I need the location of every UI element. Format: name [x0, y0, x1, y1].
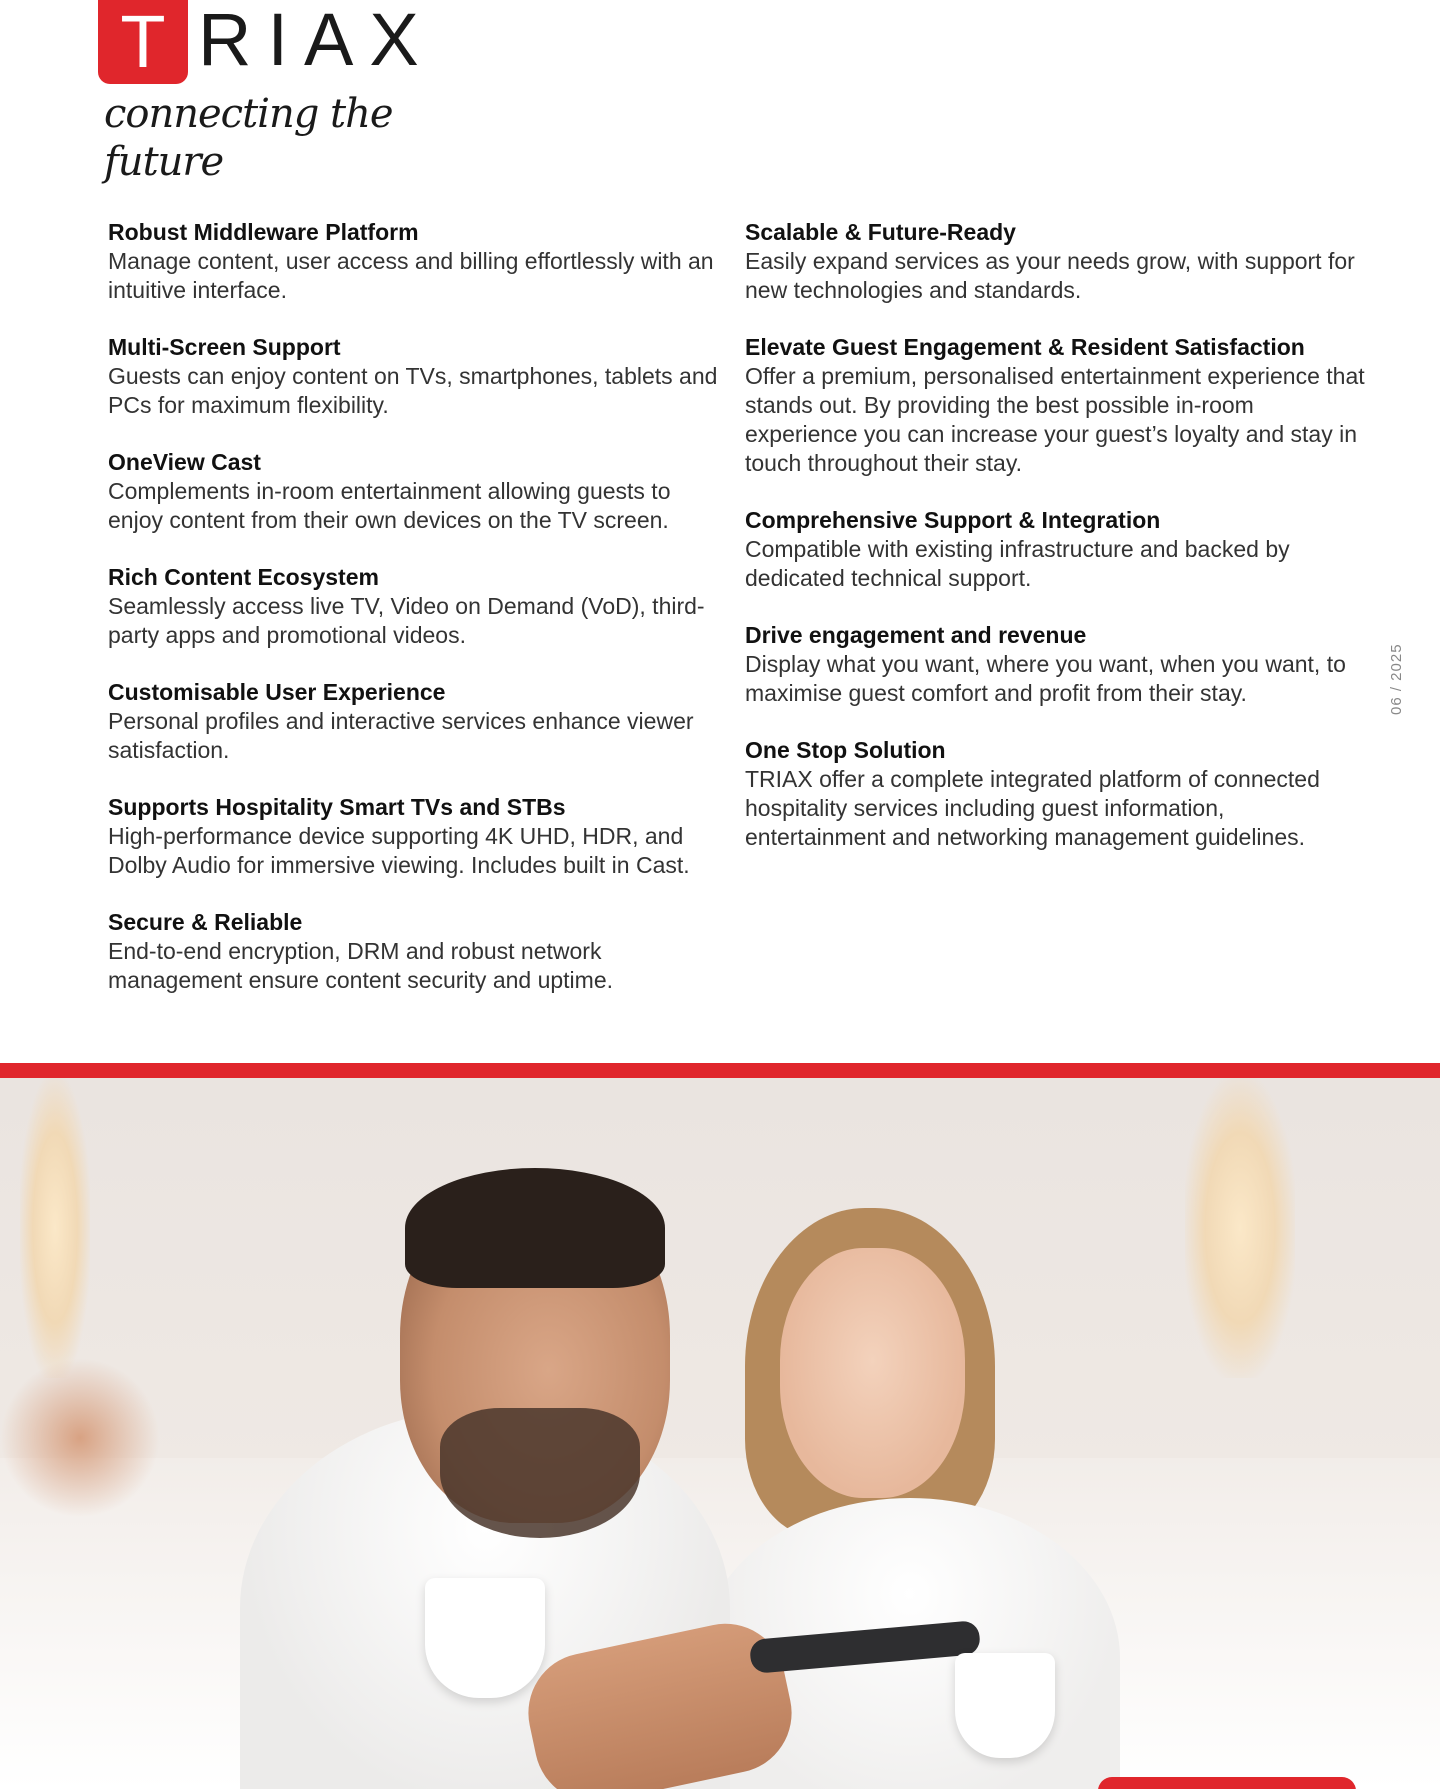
- features-right-column: [745, 218, 1365, 880]
- feature-body: Complements in-room entertainment allowing guests to enjoy content from their own devices on the TV screen.: [108, 478, 671, 533]
- feature-item: [108, 793, 718, 880]
- wall-lamp-left: [20, 1078, 90, 1378]
- man-beard: [440, 1408, 640, 1538]
- feature-item: [108, 563, 718, 650]
- feature-title: Scalable & Future-Ready: [745, 219, 1016, 245]
- triax-logo: [98, 0, 468, 185]
- woman-face: [780, 1248, 965, 1498]
- feature-title: Drive engagement and revenue: [745, 622, 1087, 648]
- feature-item: [745, 621, 1365, 708]
- logo-wordmark: RIAX: [198, 0, 435, 81]
- feature-item: [108, 678, 718, 765]
- feature-title: Robust Middleware Platform: [108, 219, 419, 245]
- feature-item: [108, 218, 718, 305]
- feature-title: Supports Hospitality Smart TVs and STBs: [108, 794, 566, 820]
- red-divider-bar: [0, 1063, 1440, 1078]
- logo-letter: T: [120, 0, 166, 83]
- feature-body: High-performance device supporting 4K UHD, HDR, and Dolby Audio for immersive viewing. Includes built in Cast.: [108, 823, 690, 878]
- feature-title: Comprehensive Support & Integration: [745, 507, 1161, 533]
- logo-mark: [98, 0, 188, 84]
- feature-title: Rich Content Ecosystem: [108, 564, 379, 590]
- feature-body: Seamlessly access live TV, Video on Demand (VoD), third-party apps and promotional videos.: [108, 593, 705, 648]
- feature-body: End-to-end encryption, DRM and robust network management ensure content security and uptime.: [108, 938, 614, 993]
- red-tab-decoration: [1098, 1777, 1356, 1789]
- coffee-cup: [425, 1578, 545, 1698]
- feature-body: Personal profiles and interactive services enhance viewer satisfaction.: [108, 708, 694, 763]
- feature-item: [745, 736, 1365, 852]
- man-hair: [405, 1168, 665, 1288]
- feature-item: [108, 908, 718, 995]
- feature-item: [745, 218, 1365, 305]
- feature-title: OneView Cast: [108, 449, 261, 475]
- feature-title: Secure & Reliable: [108, 909, 303, 935]
- feature-title: One Stop Solution: [745, 737, 946, 763]
- feature-body: Manage content, user access and billing effortlessly with an intuitive interface.: [108, 248, 714, 303]
- feature-title: Multi-Screen Support: [108, 334, 341, 360]
- date-label: 06 / 2025: [1388, 643, 1405, 715]
- feature-body: Easily expand services as your needs grow, with support for new technologies and standards.: [745, 248, 1355, 303]
- feature-item: [108, 333, 718, 420]
- logo-tagline: connecting the future: [104, 91, 393, 185]
- features-left-column: [108, 218, 718, 1023]
- feature-body: Offer a premium, personalised entertainment experience that stands out. By providing the best possible in-room experience you can increase your guest’s loyalty and stay in touch throughout their stay.: [745, 363, 1365, 476]
- wall-lamp-right: [1185, 1078, 1295, 1378]
- feature-item: [745, 506, 1365, 593]
- coffee-cup-woman: [955, 1653, 1055, 1758]
- feature-item: [745, 333, 1365, 478]
- feature-body: Guests can enjoy content on TVs, smartphones, tablets and PCs for maximum flexibility.: [108, 363, 718, 418]
- feature-title: Elevate Guest Engagement & Resident Satisfaction: [745, 334, 1305, 360]
- background-feet: [0, 1358, 160, 1518]
- hero-photo: [0, 1078, 1440, 1789]
- feature-body: Display what you want, where you want, when you want, to maximise guest comfort and profit from their stay.: [745, 651, 1346, 706]
- feature-title: Customisable User Experience: [108, 679, 446, 705]
- feature-body: Compatible with existing infrastructure and backed by dedicated technical support.: [745, 536, 1290, 591]
- feature-item: [108, 448, 718, 535]
- feature-body: TRIAX offer a complete integrated platform of connected hospitality services including guest information, entertainment and networking management guidelines.: [745, 766, 1320, 850]
